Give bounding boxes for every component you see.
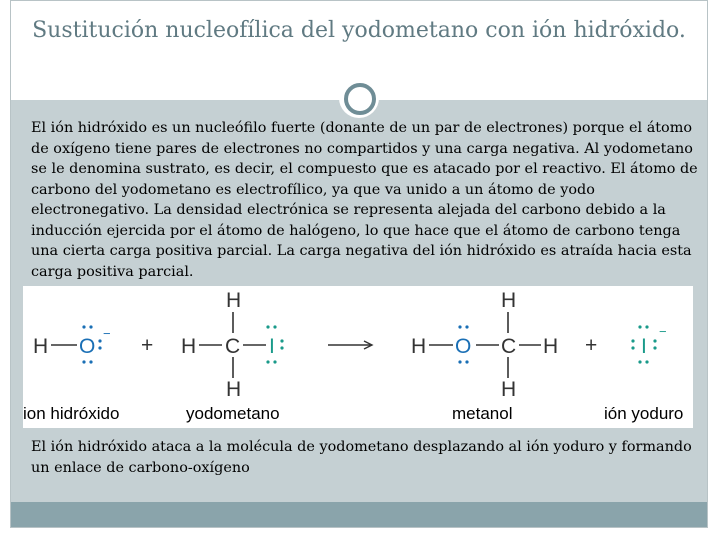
hydroxide-h: H [33, 335, 49, 358]
methanol-h-left: H [411, 335, 427, 358]
iodomethane-i: I [269, 335, 275, 358]
plus-sign-1: + [141, 334, 154, 357]
iodide-charge: − [659, 324, 667, 339]
footer-bar [11, 502, 707, 527]
iodomethane-h-left: H [181, 335, 197, 358]
methanol-c: C [501, 335, 517, 358]
reaction-diagram [23, 286, 693, 428]
iodomethane-c: C [225, 335, 241, 358]
methanol-h-bottom: H [501, 378, 517, 401]
plus-sign-2: + [585, 334, 598, 357]
label-hydroxide: ion hidróxido [23, 404, 120, 423]
hydroxide-o: O [79, 335, 96, 358]
paragraph-conclusion: El ión hidróxido ataca a la molécula de yodometano desplazando al ión yoduro y formando un enlace de carbono-oxígeno [31, 439, 692, 476]
circle-ring-icon [344, 83, 376, 115]
label-iodomethane: yodometano [186, 404, 280, 423]
iodide-i: I [641, 335, 647, 358]
methanol-h-right: H [543, 335, 559, 358]
paragraph-intro: El ión hidróxido es un nucleófilo fuerte (donante de un par de electrones) porque el átomo de oxígeno tiene pares de electrones no compartidos y una carga negativa. Al yodometano se le denomina sustrato, es decir, el compuesto que es atacado por el reactivo. El átomo de carbono del yodometano es electrofílico, ya que va unido a un átomo de yodo electronegativo. La densidad electrónica se representa alejada del carbono debido a la inducción ejercida por el átomo de halógeno, lo que hace que el átomo de carbono tenga una cierta carga positiva parcial. La carga negativa del ión hidróxido es atraída hacia esta carga positiva parcial. [31, 120, 698, 280]
methanol-o: O [455, 335, 472, 358]
slide-title: Sustitución nucleofílica del yodometano con ión hidróxido. [32, 18, 686, 43]
label-iodide: ión yoduro [604, 404, 684, 423]
hydroxide-charge: − [103, 326, 111, 341]
iodomethane-h-bottom: H [226, 378, 242, 401]
iodomethane-h-top: H [226, 289, 242, 312]
reaction-figure [23, 286, 693, 428]
label-methanol: metanol [452, 404, 513, 423]
methanol-h-top: H [501, 289, 517, 312]
